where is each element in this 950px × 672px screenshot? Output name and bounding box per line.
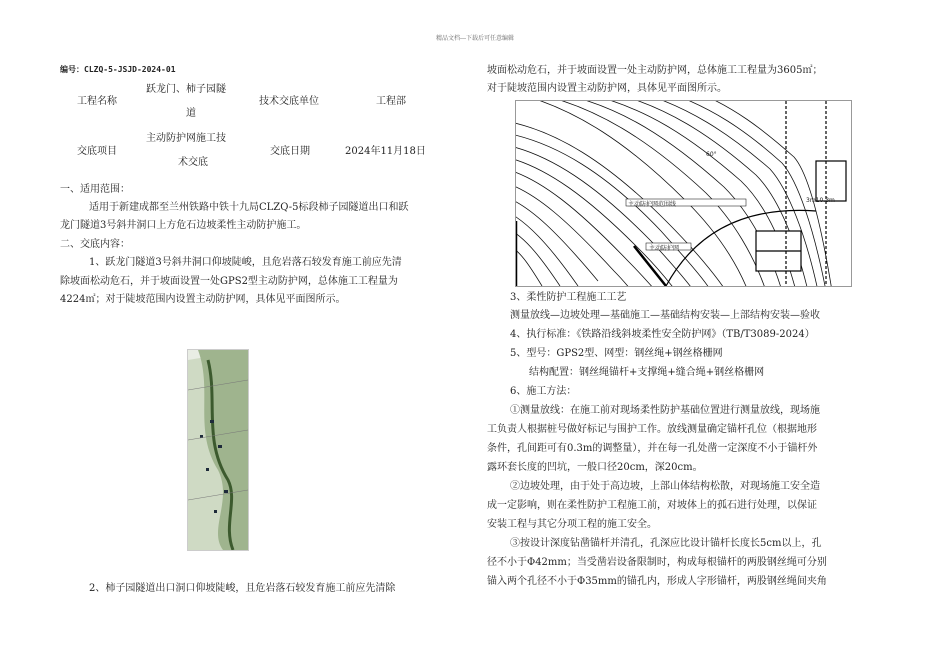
section-6-title: 6、施工方法： xyxy=(510,386,577,397)
date-label: 交底日期 xyxy=(270,146,310,157)
section-4-standard: 4、执行标准：《铁路沿线斜坡柔性安全防护网》（TB/T3089-2024） xyxy=(510,329,815,340)
method-1-line-1: ①测量放线：在施工前对现场柔性防护基础位置进行测量放线，现场施 xyxy=(510,405,820,416)
date-value: 2024年11月18日 xyxy=(345,146,426,157)
section-5-model: 5、型号：GPS2型、网型：钢丝绳+钢丝格栅网 xyxy=(510,348,723,359)
item-value-line1: 主动防护网施工技 xyxy=(146,133,226,144)
map-label-angle: 60° xyxy=(706,151,717,158)
site-plan-photo xyxy=(187,349,249,551)
project-name-label: 工程名称 xyxy=(77,96,117,107)
map-label-net: 主动防护网 xyxy=(649,245,680,252)
header-note: 精品文档---下载后可任意编辑 xyxy=(435,35,515,42)
project-name-line2: 道 xyxy=(186,108,196,119)
method-2-line-3: 安装工程与其它分项工程的施工安全。 xyxy=(487,519,657,530)
section-2-line-1: 1、跃龙门隧道3号斜井洞口仰坡陡峻，且危岩落石较发育施工前应先清 xyxy=(89,257,402,268)
method-1-line-2: 工负责人根据桩号做好标记与围护工作。放线测量确定锚杆孔位（根据地形 xyxy=(487,424,817,435)
project-name-line1: 跃龙门、柿子园隧 xyxy=(146,84,226,95)
unit-label: 技术交底单位 xyxy=(259,96,319,107)
section-5-structure: 结构配置：钢丝绳锚杆+支撑绳+缝合绳+钢丝格栅网 xyxy=(529,367,765,378)
right-top-line-1: 坡面松动危石，并于坡面设置一处主动防护网，总体施工工程量为3605㎡； xyxy=(487,65,823,76)
document-number: 编号：CLZQ-5-JSJD-2024-01 xyxy=(60,65,176,74)
method-3-line-3: 锚入两个孔径不小于Φ35mm的锚孔内，形成人字形锚杆，两股钢丝绳间夹角 xyxy=(487,576,827,587)
item-label: 交底项目 xyxy=(77,146,117,157)
section-2-line-3: 4224㎡；对于陡坡范围内设置主动防护网，具体见平面图所示。 xyxy=(60,294,346,305)
section-2-line-2: 除坡面松动危石，并于坡面设置一处GPS2型主动防护网，总体施工工程量为 xyxy=(60,276,398,287)
section-1-title: 一、适用范围： xyxy=(60,184,130,195)
section-3-title: 3、柔性防护工程施工工艺 xyxy=(510,292,627,303)
item-value-line2: 术交底 xyxy=(178,157,208,168)
section-3-flow: 测量放线—边坡处理—基础施工—基础结构安装—上部结构安装—验收 xyxy=(510,310,820,321)
contour-plan-map xyxy=(515,100,852,287)
map-label-range: 主动防护网范围线 xyxy=(628,201,677,208)
map-label-dimension: 3m10.3m xyxy=(806,197,835,204)
section-1-line-1: 适用于新建成都至兰州铁路中铁十九局CLZQ-5标段柿子园隧道出口和跃 xyxy=(89,202,409,213)
section-2-title: 二、交底内容： xyxy=(60,239,130,250)
section-1-line-2: 龙门隧道3号斜井洞口上方危石边坡柔性主动防护施工。 xyxy=(60,220,307,231)
unit-value: 工程部 xyxy=(376,96,406,107)
method-1-line-3: 条件，孔间距可有0.3m的调整量），并在每一孔处凿一定深度不小于锚杆外 xyxy=(487,443,818,454)
method-2-line-2: 成一定影响，则在柔性防护工程施工前，对坡体上的孤石进行处理，以保证 xyxy=(487,500,817,511)
right-top-line-2: 对于陡坡范围内设置主动防护网，具体见平面图所示。 xyxy=(487,83,727,94)
method-3-line-2: 径不小于Φ42mm；当受凿岩设备限制时，构成每根锚杆的两股钢丝绳可分别 xyxy=(487,557,827,568)
section-2-item-2: 2、柿子园隧道出口洞口仰坡陡峻，且危岩落石较发育施工前应先清除 xyxy=(89,583,396,594)
method-2-line-1: ②边坡处理，由于处于高边坡，上部山体结构松散，对现场施工安全造 xyxy=(510,481,820,492)
method-3-line-1: ③按设计深度钻凿锚杆并清孔，孔深应比设计锚杆长度长5cm以上，孔 xyxy=(510,538,822,549)
method-1-line-4: 露环套长度的凹坑，一般口径20cm，深20cm。 xyxy=(487,462,703,473)
